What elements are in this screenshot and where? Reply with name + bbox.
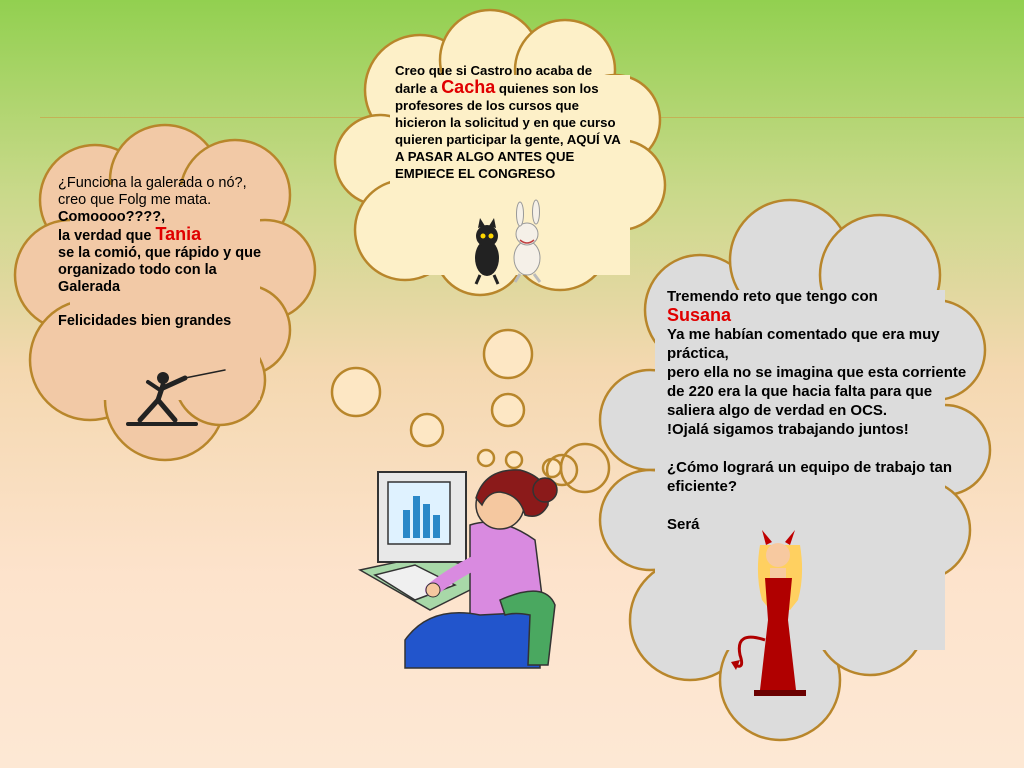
right-bubble-line3: pero ella no se imagina que esta corriente de 220 era la que hacia falta para que saliera algo de verdad en OCS. bbox=[667, 364, 967, 419]
left-bubble-text bbox=[58, 175, 278, 330]
right-bubble-line2: Ya me habían comentado que era muy práctica, bbox=[667, 326, 940, 362]
right-bubble-line6: Será bbox=[667, 516, 700, 533]
top-bubble-text bbox=[395, 62, 625, 182]
thought-dots bbox=[332, 330, 609, 492]
left-bubble-line3-text: la verdad que bbox=[58, 228, 156, 244]
left-bubble-line1: ¿Funciona la galerada o nó?, creo que Folg me mata. bbox=[58, 175, 247, 208]
woman-at-computer-illustration bbox=[360, 470, 557, 668]
top-bubble-caps: AQUÍ VA A PASAR ALGO ANTES QUE EMPIECE EL CONGRESO bbox=[395, 132, 621, 181]
tania-name: Tania bbox=[155, 224, 202, 244]
left-bubble-line4: se la comió, que rápido y que organizado todo con la Galerada bbox=[58, 245, 262, 295]
right-bubble-text bbox=[667, 287, 972, 534]
right-bubble-line1: Tremendo reto que tengo con bbox=[667, 288, 878, 305]
susana-name: Susana bbox=[667, 305, 732, 325]
right-bubble-line4: !Ojalá sigamos trabajando juntos! bbox=[667, 421, 909, 438]
top-bubble-before: Creo que si Castro no acaba de darle a bbox=[395, 63, 593, 96]
right-bubble-line5: ¿Cómo logrará un equipo de trabajo tan eficiente? bbox=[667, 459, 953, 495]
left-bubble-line2: Comoooo????, bbox=[58, 209, 166, 225]
left-bubble-line5: Felicidades bien grandes bbox=[58, 313, 232, 329]
cacha-name: Cacha bbox=[441, 77, 496, 97]
top-bubble-after: quienes son los profesores de los cursos que hicieron la solicitud y en que curso quieren participar la gente, bbox=[395, 81, 616, 147]
left-bubble-line3 bbox=[58, 226, 278, 245]
